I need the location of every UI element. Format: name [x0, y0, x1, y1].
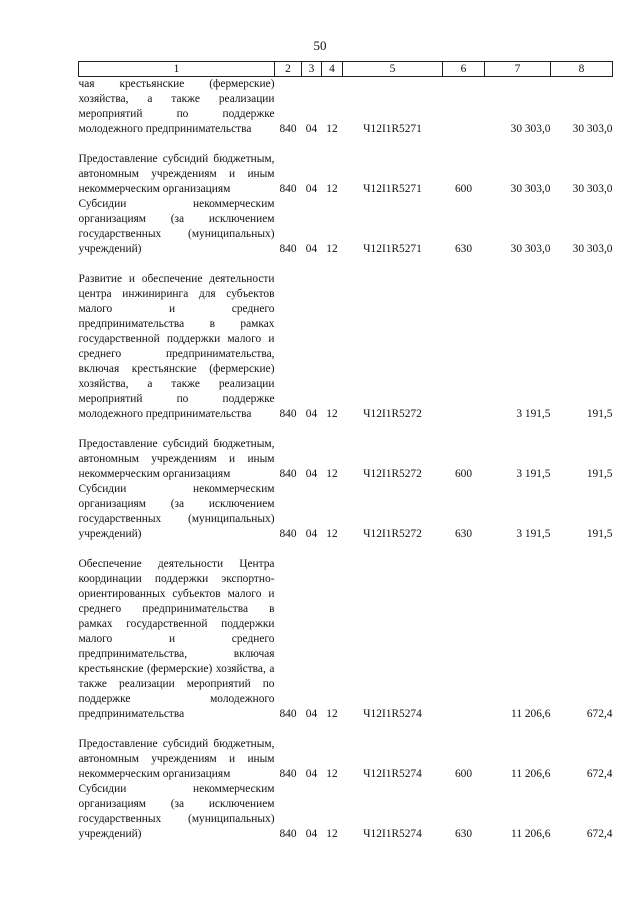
- subsection-code: 12: [326, 408, 338, 420]
- budget-table: [78, 61, 613, 842]
- expense-type-code: [443, 257, 485, 422]
- section-code: 04: [305, 768, 318, 780]
- subsection-code: 12: [326, 768, 338, 780]
- amount-federal: 191,5: [586, 408, 613, 420]
- row-description: Развитие и обеспечение деятельности центра инжиниринга для субъектов малого и среднего предпринимательства в рамках государственной поддержки малого и среднего предпринимательства, включая крестьянские (фермерские) хозяйства, а также реализации мероприятий по поддержке молодежного предпринимательства: [78, 273, 275, 420]
- amount-total: 11 206,6: [511, 708, 551, 720]
- section-code: 04: [305, 123, 318, 135]
- row-description: Предоставление субсидий бюджетным, автономным учреждениям и иным некоммерческим организациям: [78, 153, 275, 195]
- section-code: 04: [305, 708, 318, 720]
- section-code: 04: [305, 408, 318, 420]
- expense-type-code: 600: [454, 468, 473, 480]
- ministry-code: 840: [279, 528, 297, 540]
- subsection-code: 12: [326, 183, 338, 195]
- subsection-code: 12: [326, 243, 338, 255]
- header-col-7: 7: [485, 62, 551, 77]
- target-article-code: Ч12I1R5272: [363, 408, 422, 420]
- amount-total: 3 191,5: [516, 468, 551, 480]
- amount-federal: 672,4: [586, 828, 613, 840]
- amount-total: 11 206,6: [511, 828, 551, 840]
- section-code: 04: [305, 243, 318, 255]
- expense-type-code: [443, 542, 485, 722]
- amount-federal: 191,5: [586, 468, 613, 480]
- subsection-code: 12: [326, 528, 338, 540]
- row-description: Предоставление субсидий бюджетным, автономным учреждениям и иным некоммерческим организациям: [78, 738, 275, 780]
- header-row: [79, 62, 613, 77]
- header-col-4: 4: [322, 62, 343, 77]
- row-description: Обеспечение деятельности Центра координации поддержки экспортно-ориентированных субъектов малого и среднего предпринимательства в рамках государственной поддержки малого и среднего предпринимательства, включая крестьянские (фермерские) хозяйства, а также реализации мероприятий по поддержке молодежного предпринимательства: [78, 558, 275, 720]
- subsection-code: 12: [326, 468, 338, 480]
- expense-type-code: 600: [454, 183, 473, 195]
- table-row: [79, 782, 613, 842]
- section-code: 04: [305, 528, 318, 540]
- expense-type-code: 630: [454, 528, 473, 540]
- header-col-6: 6: [443, 62, 485, 77]
- expense-type-code: 600: [454, 768, 473, 780]
- ministry-code: 840: [279, 183, 297, 195]
- table-row: [79, 197, 613, 257]
- row-description: Субсидии некоммерческим организациям (за исключением государственных (муниципальных) учреждений): [78, 198, 275, 255]
- header-col-8: 8: [551, 62, 613, 77]
- table-header: [79, 62, 613, 77]
- row-description: чая крестьянские (фермерские) хозяйства, а также реализации мероприятий по поддержке молодежного предпринимательства: [78, 78, 275, 135]
- amount-total: 30 303,0: [510, 183, 551, 195]
- target-article-code: Ч12I1R5272: [363, 528, 422, 540]
- row-description: Субсидии некоммерческим организациям (за исключением государственных (муниципальных) учреждений): [78, 783, 275, 840]
- amount-total: 3 191,5: [516, 408, 551, 420]
- subsection-code: 12: [326, 708, 338, 720]
- target-article-code: Ч12I1R5271: [363, 123, 422, 135]
- table-row: [79, 77, 613, 138]
- amount-federal: 30 303,0: [572, 123, 613, 135]
- amount-total: 30 303,0: [510, 243, 551, 255]
- table-body: [79, 77, 613, 843]
- amount-total: 3 191,5: [516, 528, 551, 540]
- amount-federal: 191,5: [586, 528, 613, 540]
- amount-federal: 30 303,0: [572, 243, 613, 255]
- amount-federal: 30 303,0: [572, 183, 613, 195]
- header-col-5: 5: [343, 62, 443, 77]
- subsection-code: 12: [326, 123, 338, 135]
- section-code: 04: [305, 183, 318, 195]
- expense-type-code: [443, 77, 485, 138]
- section-code: 04: [305, 468, 318, 480]
- amount-federal: 672,4: [586, 768, 613, 780]
- amount-total: 11 206,6: [511, 768, 551, 780]
- table-row: [79, 482, 613, 542]
- ministry-code: 840: [279, 468, 297, 480]
- row-description: Предоставление субсидий бюджетным, автономным учреждениям и иным некоммерческим организациям: [78, 438, 275, 480]
- page-number: 50: [313, 38, 327, 53]
- table-row: [79, 422, 613, 482]
- section-code: 04: [305, 828, 318, 840]
- target-article-code: Ч12I1R5274: [363, 708, 422, 720]
- table-row: [79, 137, 613, 197]
- subsection-code: 12: [326, 828, 338, 840]
- target-article-code: Ч12I1R5272: [363, 468, 422, 480]
- expense-type-code: 630: [454, 828, 473, 840]
- amount-total: 30 303,0: [510, 123, 551, 135]
- ministry-code: 840: [279, 123, 297, 135]
- expense-type-code: 630: [454, 243, 473, 255]
- ministry-code: 840: [279, 408, 297, 420]
- header-col-2: 2: [275, 62, 302, 77]
- ministry-code: 840: [279, 243, 297, 255]
- target-article-code: Ч12I1R5274: [363, 828, 422, 840]
- target-article-code: Ч12I1R5271: [363, 243, 422, 255]
- table-row: [79, 542, 613, 722]
- table-row: [79, 257, 613, 422]
- header-col-3: 3: [302, 62, 322, 77]
- target-article-code: Ч12I1R5274: [363, 768, 422, 780]
- amount-federal: 672,4: [586, 708, 613, 720]
- ministry-code: 840: [279, 828, 297, 840]
- ministry-code: 840: [279, 708, 297, 720]
- row-description: Субсидии некоммерческим организациям (за исключением государственных (муниципальных) учреждений): [78, 483, 275, 540]
- ministry-code: 840: [279, 768, 297, 780]
- table-row: [79, 722, 613, 782]
- header-col-1: 1: [79, 62, 275, 77]
- target-article-code: Ч12I1R5271: [363, 183, 422, 195]
